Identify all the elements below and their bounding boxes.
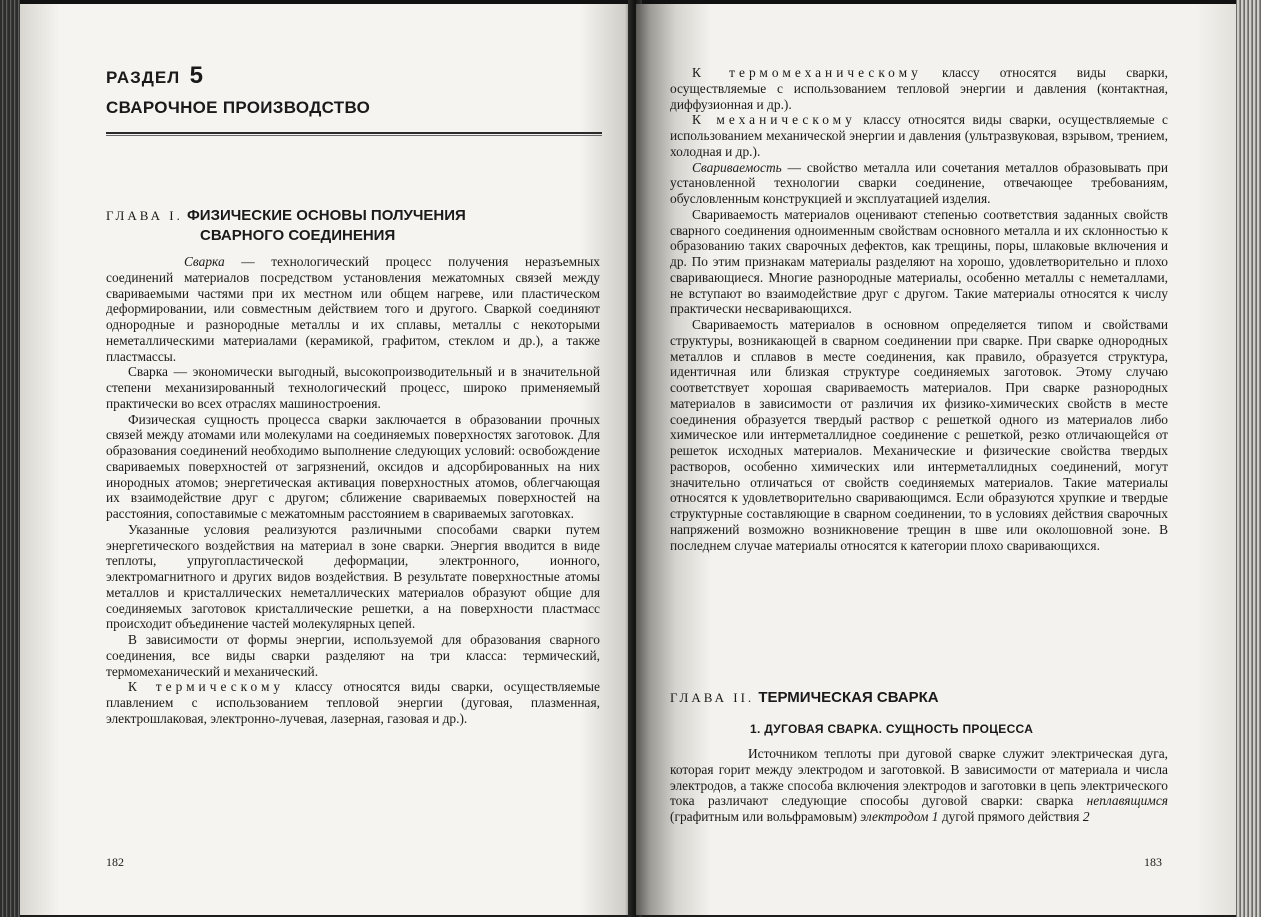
- spaced-term: К термомеханическому: [692, 65, 922, 80]
- section-label: РАЗДЕЛ: [106, 68, 181, 87]
- page-number-left: 182: [106, 855, 124, 869]
- page-number-right: 183: [1144, 855, 1162, 869]
- right-page-edges: [1236, 0, 1261, 917]
- chapter-title: ТЕРМИЧЕСКАЯ СВАРКА: [758, 689, 939, 706]
- chapter-title-line2: СВАРНОГО СОЕДИНЕНИЯ: [200, 227, 396, 244]
- term: Сварка: [184, 254, 225, 269]
- right-body-text-2: [670, 746, 1168, 825]
- paragraph: К механическому классу относятся виды сварки, осуществляемые с использованием механической энергии и давления (ультразвуковая, взрывом, трением, холодная и др.).: [670, 112, 1168, 159]
- paragraph: К термомеханическому классу относятся виды сварки, осуществляемые с использованием тепловой энергии и давления (контактная, диффузионная и др.).: [670, 65, 1169, 112]
- spaced-term: К механическому: [692, 112, 856, 128]
- paragraph: Свариваемость — свойство металла или сочетания металлов образовывать при установленной технологии сварки соединение, отвечающее требованиям, обусловленным конструкцией и эксплуатацией изделия.: [670, 159, 1168, 206]
- right-page: [636, 4, 1236, 915]
- left-page-edges: [0, 0, 20, 917]
- chapter-heading: [670, 688, 939, 708]
- section-heading: [106, 62, 204, 90]
- left-page: [20, 4, 632, 915]
- term: Свариваемость: [692, 159, 782, 175]
- paragraph: Сварка — технологический процесс получения неразъемных соединений материалов посредством установления межатомных связей между свариваемыми частями при их местном или общем нагреве, или пластическом деформировании, или совместным действием того и другого. Сваркой соединяют однородные и разнородные металлы и их сплавы, металлы с некоторыми неметаллическими материалами (керамикой, графитом, стеклом и др.), а также пластмассы.: [106, 254, 600, 364]
- section-number: 5: [189, 62, 204, 89]
- paragraph: Сварка — экономически выгодный, высокопроизводительный и в значительной степени механизированный технологический процесс, широко применяемый практически во всех отраслях машиностроения.: [106, 364, 600, 411]
- paragraph: Физическая сущность процесса сварки заключается в образовании прочных связей между атомами или молекулами на соединяемых поверхностях заготовок. Для образования соединений необходимо выполнение следующих условий: освобождение свариваемых поверхностей от загрязнений, оксидов и адсорбированных на них инородных атомов; энергетическая активация поверхностных атомов, облегчающая их взаимодействие друг с другом; сближение свариваемых поверхностей на расстояния, сопоставимые с межатомным расстоянием в свариваемых заготовках.: [106, 411, 600, 521]
- heading-rule-thin: [106, 135, 602, 136]
- left-body-text: [106, 254, 600, 727]
- chapter-label: ГЛАВА I.: [106, 208, 183, 223]
- paragraph: К термическому классу относятся виды сварки, осуществляемые плавлением с использованием тепловой энергии (дуговая, плазменная, электрошлаковая, электронно-лучевая, лазерная, газовая и др.).: [106, 679, 600, 726]
- paragraph: Свариваемость материалов в основном определяется типом и свойствами структуры, возникающей в сварном соединении при сварке. При сварке однородных металлов и сплавов в месте соединения, как правило, образуется структура, идентичная или близкая структуре соединяемых заготовок. Этому случаю соответствует хорошая свариваемость материалов. При сварке разнородных материалов в зависимости от различия их физико-химических свойств в месте соединения образуется твердый раствор с решеткой одного из материалов либо химическое или интерметаллидное соединение с решеткой, резко отличающейся от решеток исходных материалов. Механические и физические свойства твердых растворов, особенно химических или интерметаллидных соединений, могут значительно отличаться от свойств соединяемых материалов. Такие материалы относятся к удовлетворительно сваривающимся. Если образуются хрупкие и твердые структурные составляющие в сварном соединении, то в условиях действия сварочных напряжений возможно возникновение трещин в шве или околошовной зоне. В последнем случае материалы относятся к категории плохо сваривающихся.: [670, 317, 1168, 553]
- paragraph: Источником теплоты при дуговой сварке служит электрическая дуга, которая горит между электродом и заготовкой. В зависимости от материала и числа электродов, а также способа включения электродов и заготовки в цепь электрического тока различают следующие способы дуговой сварки: сварка неплавящимся (графитным или вольфрамовым) электродом 1 дугой прямого действия 2: [670, 746, 1168, 824]
- chapter-label: ГЛАВА II.: [670, 690, 755, 705]
- right-body-text: [670, 65, 1168, 553]
- subsection-title: 1. ДУГОВАЯ СВАРКА. СУЩНОСТЬ ПРОЦЕССА: [750, 722, 1034, 736]
- paragraph: Указанные условия реализуются различными способами сварки путем энергетического воздействия на материал в зоне сварки. Энергия вводится в виде теплоты, упругопластической деформации, электронного, ионного, электромагнитного и других видов воздействия. В результате поверхностные атомы металлов и кристаллических неметаллических материалов образуют общие для соединяемых заготовок кристаллические решетки, а на поверхности пластмасс происходит объединение частей молекулярных цепей.: [106, 521, 600, 632]
- spaced-term: К термическому: [128, 679, 285, 695]
- paragraph: В зависимости от формы энергии, используемой для образования сварного соединения, все виды сварки разделяют на три класса: термический, термомеханический и механический.: [106, 632, 600, 679]
- chapter-title-line1: ФИЗИЧЕСКИЕ ОСНОВЫ ПОЛУЧЕНИЯ: [186, 207, 466, 224]
- section-title: СВАРОЧНОЕ ПРОИЗВОДСТВО: [106, 98, 371, 117]
- heading-rule: [106, 132, 602, 134]
- paragraph: Свариваемость материалов оценивают степенью соответствия заданных свойств сварного соединения одноименным свойствам основного металла и их склонностью к образованию таких сварочных дефектов, как трещины, поры, шлаковые включения и др. По этим признакам материалы разделяют на хорошо, удовлетворительно и плохо сваривающиеся. Многие разнородные материалы, особенно металлы с неметаллами, не вступают во взаимодействие друг с другом. Такие материалы относятся к числу практически несваривающихся.: [670, 206, 1168, 317]
- chapter-heading: [106, 206, 466, 246]
